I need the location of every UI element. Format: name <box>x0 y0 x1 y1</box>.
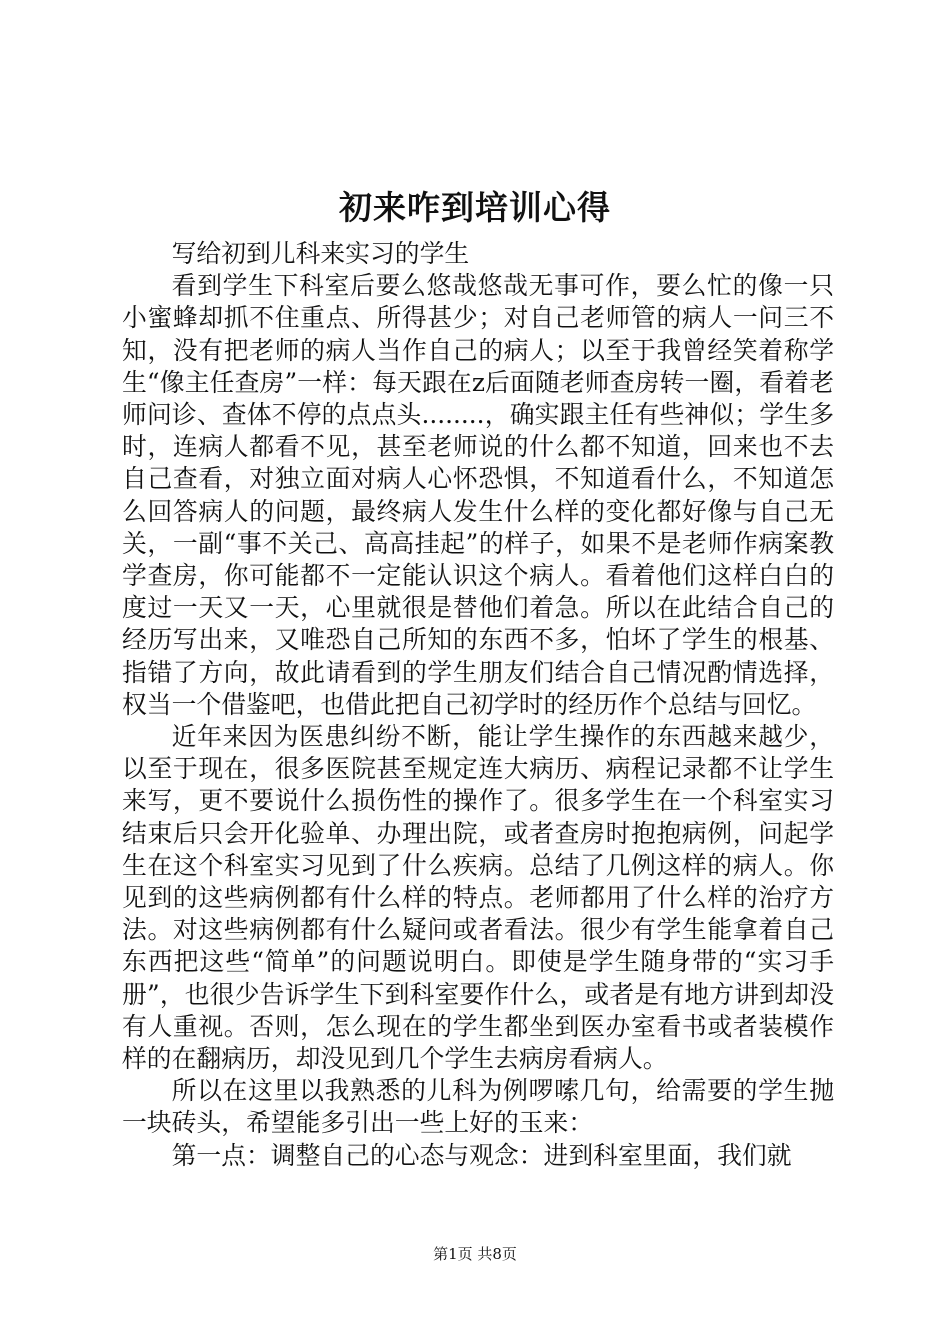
paragraph-3: 所以在这里以我熟悉的儿科为例啰嗦几句，给需要的学生抛一块砖头，希望能多引出一些上好的玉来： <box>122 1076 834 1138</box>
paragraph-2: 近年来因为医患纠纷不断，能让学生操作的东西越来越少，以至于现在，很多医院甚至规定连大病历、病程记录都不让学生来写，更不要说什么损伤性的操作了。很多学生在一个科室实习结束后只会开化验单、办理出院，或者查房时抱抱病例，问起学生在这个科室实习见到了什么疾病。总结了几例这样的病人。你见到的这些病例都有什么样的特点。老师都用了什么样的治疗方法。对这些病例都有什么疑问或者看法。很少有学生能拿着自己东西把这些“简单”的问题说明白。即使是学生随身带的“实习手册”，也很少告诉学生下到科室要作什么，或者是有地方讲到却没有人重视。否则，怎么现在的学生都坐到医办室看书或者装模作样的在翻病历，却没见到几个学生去病房看病人。 <box>122 722 834 1074</box>
paragraph-4: 第一点：调整自己的心态与观念：进到科室里面，我们就 <box>171 1140 792 1170</box>
paragraph-subtitle: 写给初到儿科来实习的学生 <box>171 239 470 268</box>
page-footer: 第1页 共8页 <box>433 1245 517 1263</box>
document-title: 初来咋到培训心得 <box>339 188 611 227</box>
document-body <box>122 238 834 1172</box>
paragraph-1: 看到学生下科室后要么悠哉悠哉无事可作，要么忙的像一只小蜜蜂却抓不住重点、所得甚少；对自己老师管的病人一问三不知，没有把老师的病人当作自己的病人；以至于我曾经笑着称学生“像主任查房”一样：每天跟在z后面随老师查房转一圈，看着老师问诊、查体不停的点点头........，确实跟主任有些神似；学生多时，连病人都看不见，甚至老师说的什么都不知道，回来也不去自己查看，对独立面对病人心怀恐惧，不知道看什么，不知道怎么回答病人的问题，最终病人发生什么样的变化都好像与自己无关，一副“事不关己、高高挂起”的样子，如果不是老师作病案教学查房，你可能都不一定能认识这个病人。看着他们这样白白的度过一天又一天，心里就很是替他们着急。所以在此结合自己的经历写出来，又唯恐自己所知的东西不多，怕坏了学生的根基、指错了方向，故此请看到的学生朋友们结合自己情况酌情选择，权当一个借鉴吧，也借此把自己初学时的经历作个总结与回忆。 <box>122 271 834 719</box>
